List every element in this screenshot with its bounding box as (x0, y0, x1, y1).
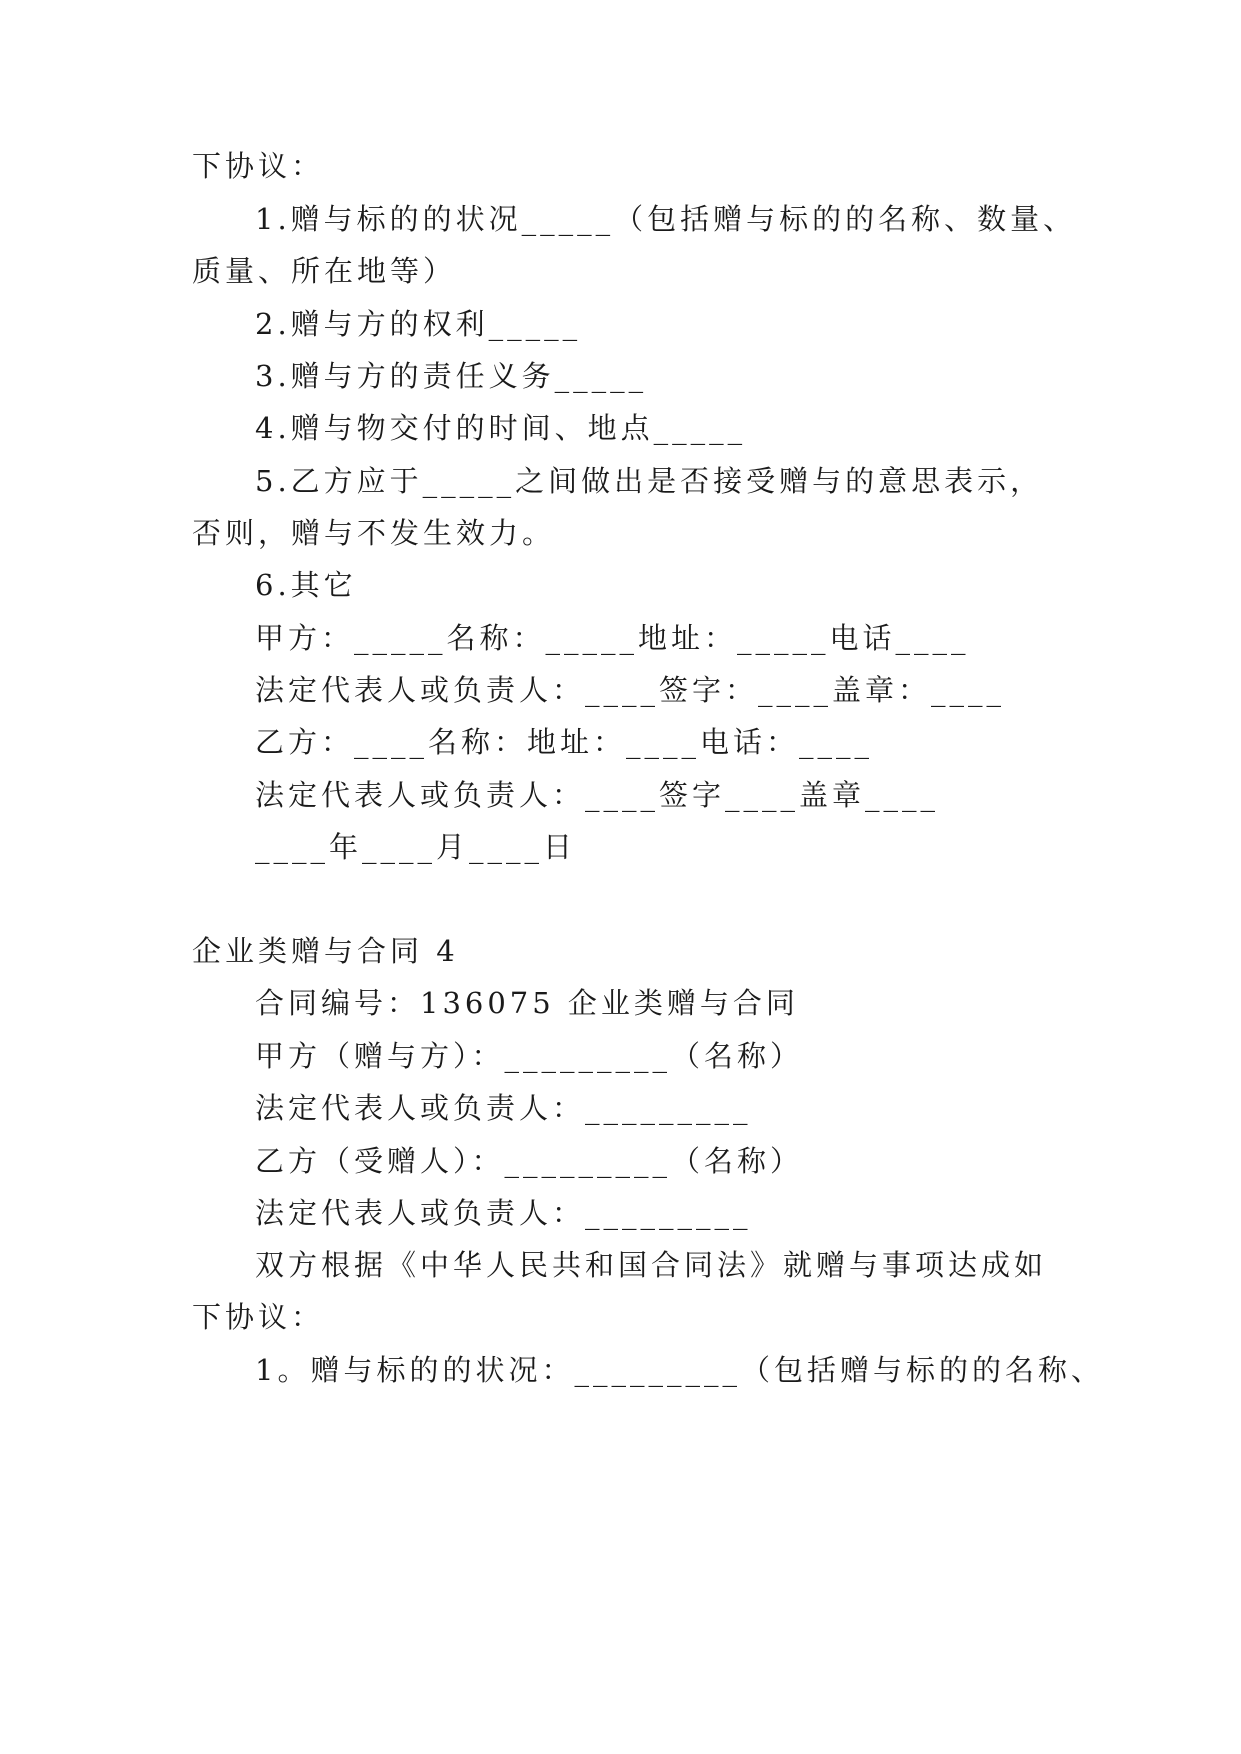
paragraph-line: 下协议： (192, 149, 325, 183)
paragraph-line: 甲方（赠与方）：_________（名称） (255, 1039, 804, 1073)
section-title: 企业类赠与合同 4 (192, 934, 459, 968)
paragraph-line: 法定代表人或负责人：_________ (255, 1196, 752, 1230)
paragraph-line: 1。赠与标的的状况：_________（包括赠与标的的名称、 (255, 1353, 1104, 1387)
paragraph-line: 2.赠与方的权利_____ (255, 307, 582, 341)
paragraph-line: 乙方（受赠人）：_________（名称） (255, 1144, 804, 1178)
paragraph-line: 4.赠与物交付的时间、地点_____ (255, 411, 747, 445)
paragraph-line: 6.其它 (255, 568, 357, 602)
paragraph-line: 双方根据《中华人民共和国合同法》就赠与事项达成如 (255, 1248, 1048, 1282)
paragraph-line: 5.乙方应于_____之间做出是否接受赠与的意思表示， (255, 464, 1044, 498)
signature-line: 法定代表人或负责人：____签字____盖章____ (255, 778, 940, 812)
date-line: ____年____月____日 (255, 830, 577, 864)
paragraph-line: 否则，赠与不发生效力。 (192, 516, 556, 550)
signature-line: 乙方：____名称：地址：____电话：____ (255, 725, 874, 759)
paragraph-line: 3.赠与方的责任义务_____ (255, 359, 648, 393)
paragraph-line: 法定代表人或负责人：_________ (255, 1091, 752, 1125)
signature-line: 法定代表人或负责人：____签字：____盖章：____ (255, 673, 1006, 707)
paragraph-line: 合同编号：136075 企业类赠与合同 (255, 986, 799, 1020)
signature-line: 甲方：_____名称：_____地址：_____电话____ (255, 621, 970, 655)
paragraph-line: 质量、所在地等） (192, 254, 457, 288)
paragraph-line: 下协议： (192, 1300, 325, 1334)
paragraph-line: 1.赠与标的的状况_____（包括赠与标的的名称、数量、 (255, 202, 1077, 236)
